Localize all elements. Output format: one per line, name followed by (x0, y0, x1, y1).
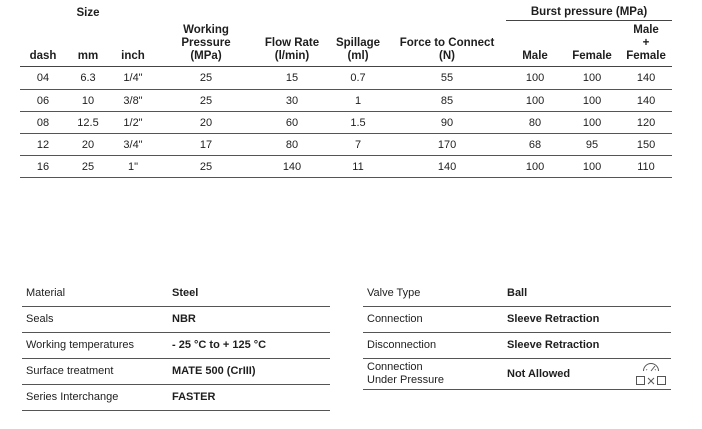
cell-flow-rate: 30 (256, 90, 328, 112)
table-row (20, 156, 672, 178)
cell-burst-female: 100 (564, 67, 620, 90)
header-spacer (110, 6, 506, 21)
table-row (20, 67, 672, 90)
property-value: FASTER (168, 385, 330, 411)
property-row (22, 333, 330, 359)
property-label: Material (22, 281, 168, 307)
table-row (20, 112, 672, 134)
cell-spillage: 0.7 (328, 67, 388, 90)
cell-force: 85 (388, 90, 506, 112)
cell-flow-rate: 60 (256, 112, 328, 134)
cell-mm: 25 (66, 156, 110, 178)
property-label: Disconnection (363, 333, 503, 359)
header-mm: mm (66, 21, 110, 67)
header-inch: inch (110, 21, 156, 67)
header-male: Male (506, 21, 564, 67)
cell-spillage: 1.5 (328, 112, 388, 134)
header-working-pressure: Working Pressure (MPa) (156, 21, 256, 67)
cell-inch: 1" (110, 156, 156, 178)
property-value: Not Allowed (503, 359, 627, 390)
cell-inch: 1/2" (110, 112, 156, 134)
property-label: Connection (363, 307, 503, 333)
property-value: - 25 °C to + 125 °C (168, 333, 330, 359)
properties-table-left (22, 281, 330, 411)
property-value: Sleeve Retraction (503, 333, 671, 359)
property-value: Ball (503, 281, 671, 307)
property-label: Working temperatures (22, 333, 168, 359)
cell-burst-female: 95 (564, 134, 620, 156)
property-label: Seals (22, 307, 168, 333)
cell-force: 55 (388, 67, 506, 90)
cell-spillage: 7 (328, 134, 388, 156)
cell-burst-male-female: 140 (620, 67, 672, 90)
property-label: Valve Type (363, 281, 503, 307)
cell-working-pressure: 25 (156, 90, 256, 112)
cell-burst-female: 100 (564, 90, 620, 112)
property-label: Connection Under Pressure (363, 359, 503, 390)
property-row (363, 359, 671, 390)
cell-working-pressure: 20 (156, 112, 256, 134)
table-row (20, 134, 672, 156)
cell-force: 140 (388, 156, 506, 178)
cell-mm: 20 (66, 134, 110, 156)
cell-inch: 1/4" (110, 67, 156, 90)
pressure-gauge-disconnected-icon (633, 361, 669, 387)
cell-burst-male-female: 150 (620, 134, 672, 156)
cell-burst-male: 68 (506, 134, 564, 156)
header-dash: dash (20, 21, 66, 67)
header-force-to-connect: Force to Connect (N) (388, 21, 506, 67)
cell-burst-female: 100 (564, 156, 620, 178)
header-size: Size (76, 6, 100, 19)
cell-dash: 12 (20, 134, 66, 156)
cell-working-pressure: 17 (156, 134, 256, 156)
property-row (22, 307, 330, 333)
header-burst-pressure: Burst pressure (MPa) (506, 6, 672, 21)
cell-inch: 3/8" (110, 90, 156, 112)
icon-cell (627, 359, 671, 390)
cell-dash: 06 (20, 90, 66, 112)
cell-flow-rate: 15 (256, 67, 328, 90)
property-row (22, 385, 330, 411)
cell-burst-male-female: 140 (620, 90, 672, 112)
property-row (363, 333, 671, 359)
cell-dash: 08 (20, 112, 66, 134)
header-spacer (20, 6, 66, 21)
cell-burst-male-female: 120 (620, 112, 672, 134)
table-row (20, 90, 672, 112)
cell-burst-male: 100 (506, 67, 564, 90)
property-value: Sleeve Retraction (503, 307, 671, 333)
cell-mm: 6.3 (66, 67, 110, 90)
cell-mm: 10 (66, 90, 110, 112)
cell-burst-male: 100 (506, 156, 564, 178)
cell-working-pressure: 25 (156, 67, 256, 90)
cell-working-pressure: 25 (156, 156, 256, 178)
cell-burst-male: 80 (506, 112, 564, 134)
spec-table (20, 6, 672, 178)
property-row (22, 281, 330, 307)
property-value: Steel (168, 281, 330, 307)
cell-dash: 16 (20, 156, 66, 178)
cell-burst-male: 100 (506, 90, 564, 112)
property-row (363, 307, 671, 333)
cell-spillage: 11 (328, 156, 388, 178)
cell-flow-rate: 140 (256, 156, 328, 178)
cell-burst-female: 100 (564, 112, 620, 134)
property-value: NBR (168, 307, 330, 333)
header-flow-rate: Flow Rate (l/min) (256, 21, 328, 67)
cell-spillage: 1 (328, 90, 388, 112)
property-row (363, 281, 671, 307)
cell-flow-rate: 80 (256, 134, 328, 156)
cell-burst-male-female: 110 (620, 156, 672, 178)
header-male-female: Male + Female (620, 21, 672, 67)
cell-mm: 12.5 (66, 112, 110, 134)
header-spillage: Spillage (ml) (328, 21, 388, 67)
header-female: Female (564, 21, 620, 67)
property-label: Surface treatment (22, 359, 168, 385)
properties-table-right (363, 281, 671, 390)
cell-force: 170 (388, 134, 506, 156)
cell-dash: 04 (20, 67, 66, 90)
cell-inch: 3/4" (110, 134, 156, 156)
property-value: MATE 500 (CrIII) (168, 359, 330, 385)
property-label: Series Interchange (22, 385, 168, 411)
property-row (22, 359, 330, 385)
cell-force: 90 (388, 112, 506, 134)
